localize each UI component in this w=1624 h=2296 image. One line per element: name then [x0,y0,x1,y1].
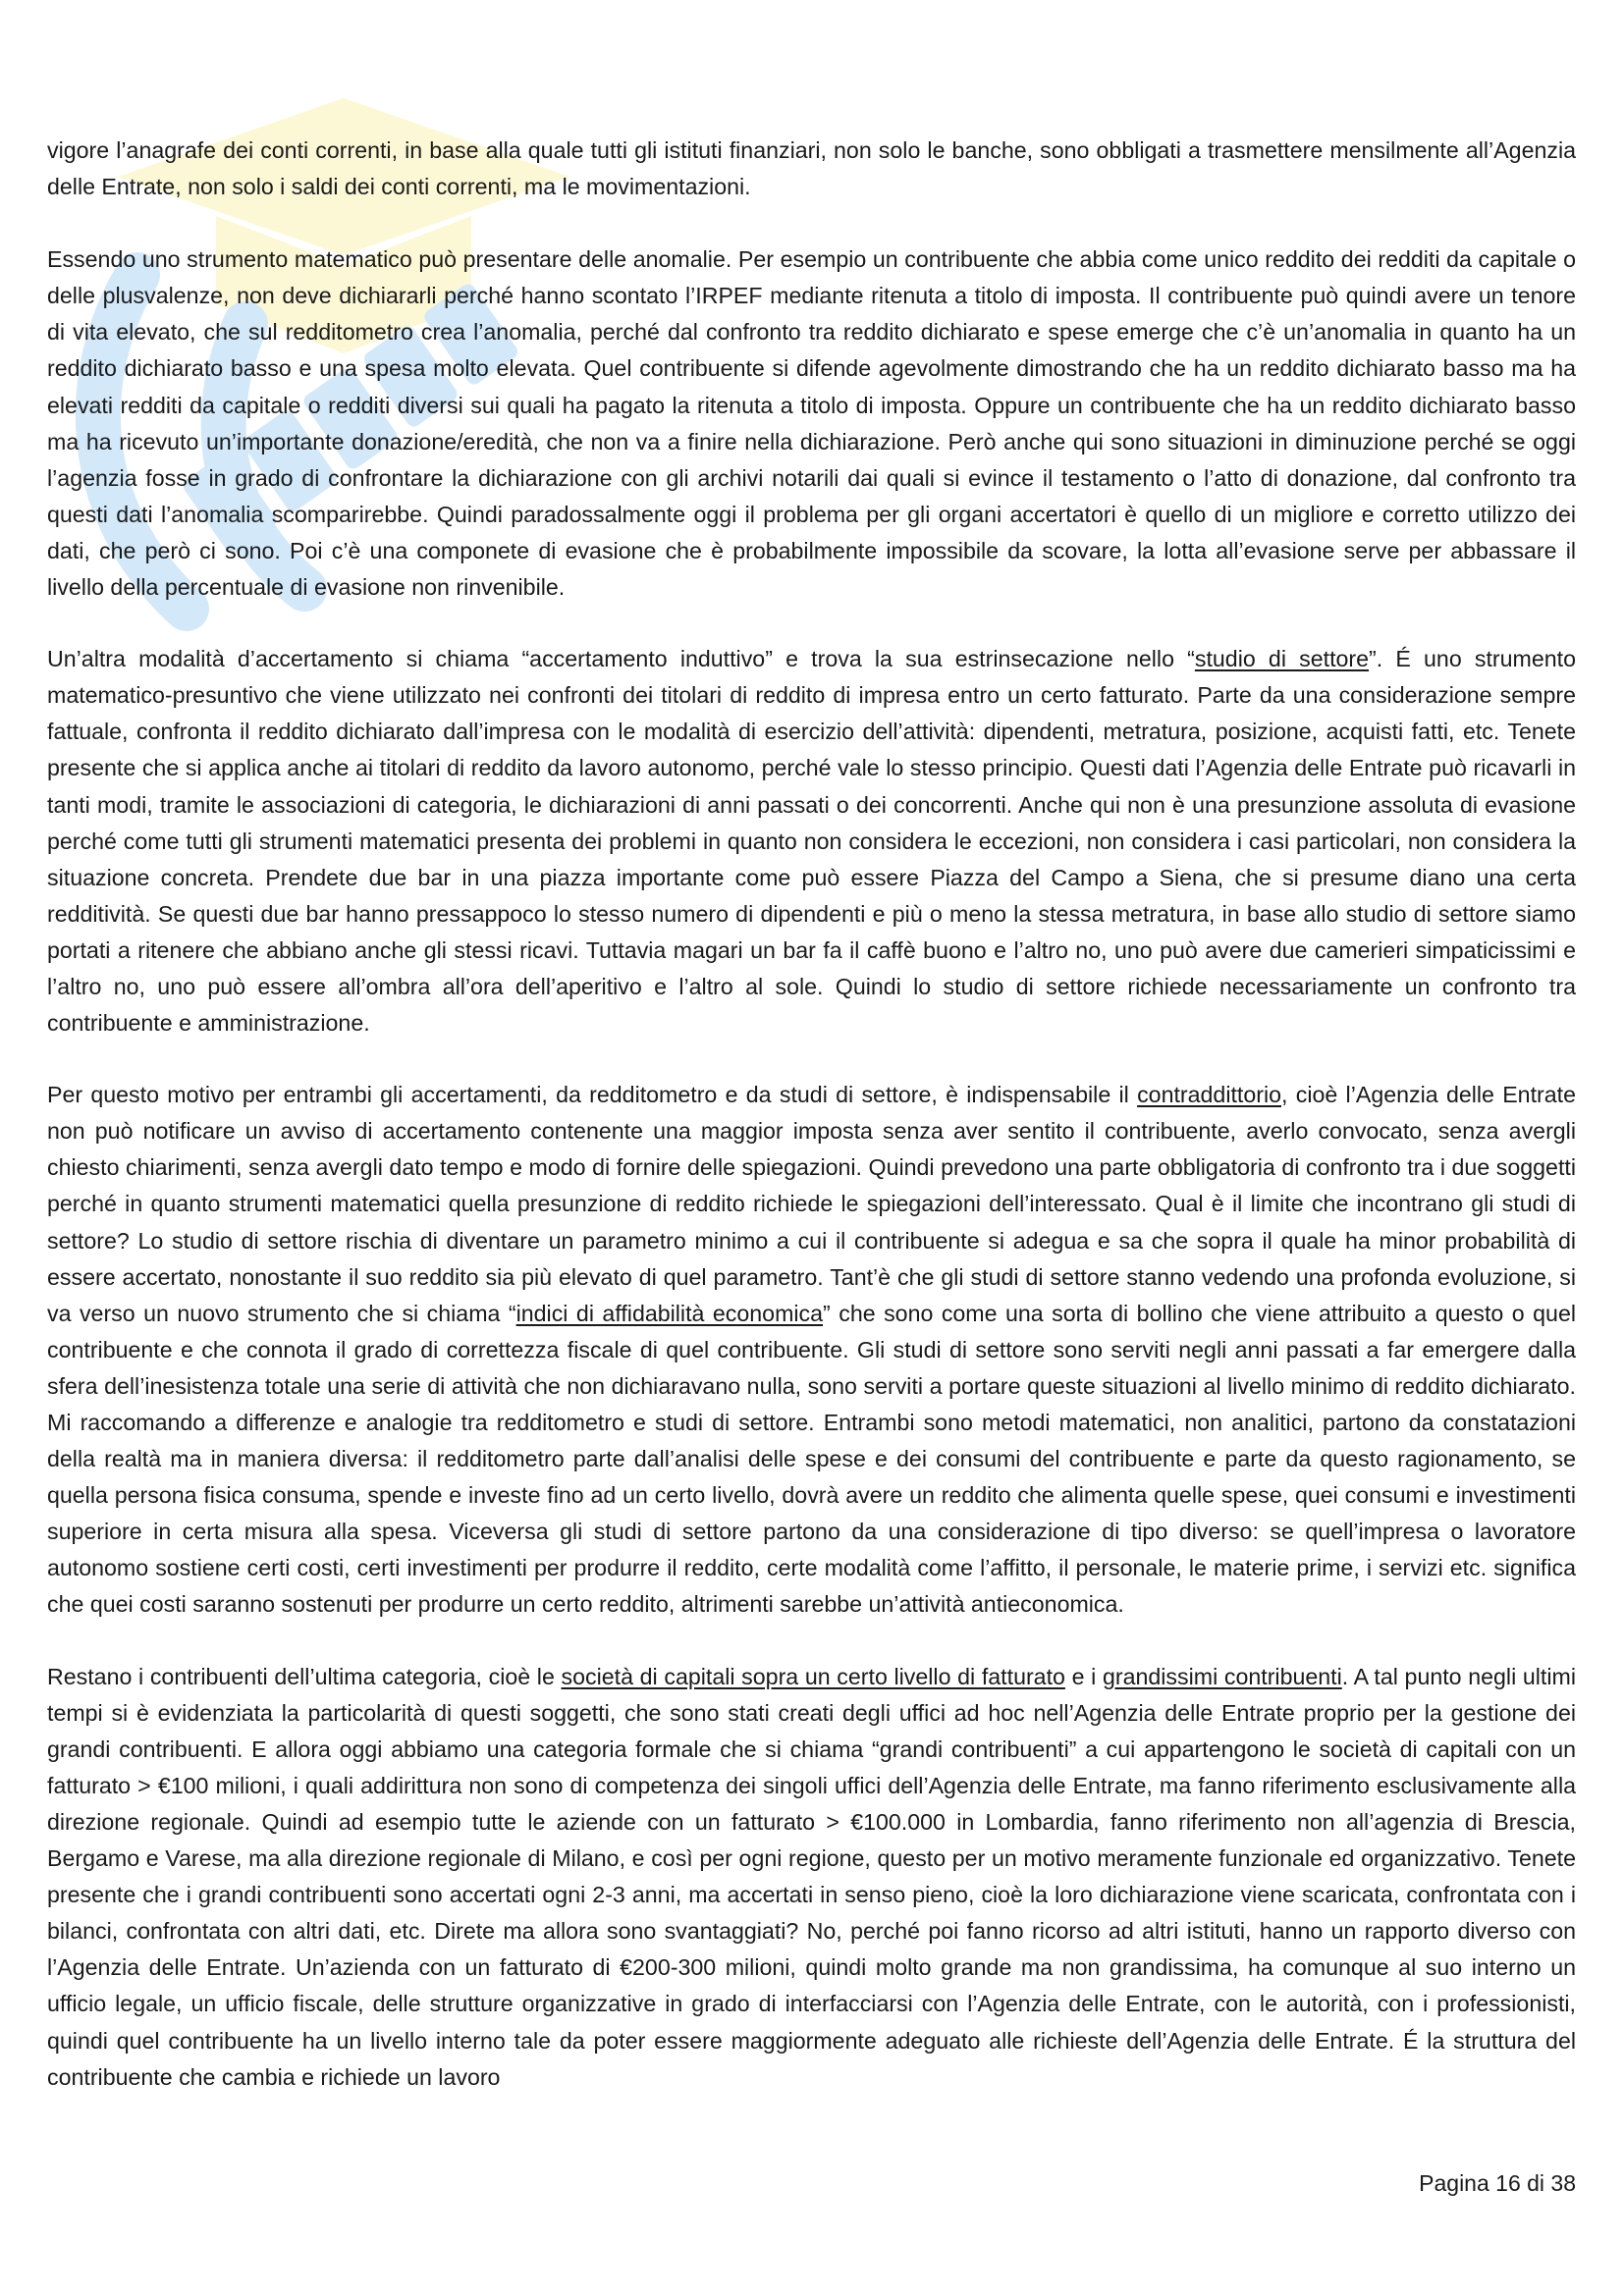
paragraph-5-text-a: Restano i contribuenti dell’ultima categoria, cioè le [47,1663,562,1689]
underlined-term-indici-affidabilita: indici di affidabilità economica [515,1300,824,1326]
paragraph-4-text-b: , cioè l’Agenzia delle Entrate non può notificare un avviso di accertamento contenente una maggior imposta senza aver sentito il contribuente, averlo convocato, senza avergli chiesto chiarimenti, senza avergli dato tempo e modo di fornire delle spiegazioni. Quindi prevedono una parte obbligatoria di confronto tra i due soggetti perché in quanto strumenti matematici quella presunzione di reddito richiede le spiegazioni dell’interessato. Qual è il limite che incontrano gli studi di settore? Lo studio di settore rischia di diventare un parametro minimo a cui il contribuente si adegua e sa che sopra il quale ha minor probabilità di essere accertato, nonostante il suo reddito sia più elevato di quel parametro. Tant’è che gli studi di settore stanno vedendo una profonda evoluzione, si va verso un nuovo strumento che si chiama “ [47,1082,1576,1326]
paragraph-5-text-c: . A tal punto negli ultimi tempi si è evidenziata la particolarità di questi soggetti, che sono stati creati degli uffici ad hoc nell’Agenzia delle Entrate proprio per la gestione dei grandi contribuenti. E allora oggi abbiamo una categoria formale che si chiama “grandi contribuenti” a cui appartengono le società di capitali con un fatturato > €100 milioni, i quali addirittura non sono di competenza dei singoli uffici dell’Agenzia delle Entrate, ma fanno riferimento esclusivamente alla direzione regionale. Quindi ad esempio tutte le aziende con un fatturato > €100.000 in Lombardia, fanno riferimento non all’agenzia di Brescia, Bergamo e Varese, ma alla direzione regionale di Milano, e così per ogni regione, questo per un motivo meramente funzionale ed organizzativo. Tenete presente che i grandi contribuenti sono accertati ogni 2-3 anni, ma accertati in senso pieno, cioè la loro dichiarazione viene scaricata, confrontata con i bilanci, confrontata con altri dati, etc. Direte ma allora sono svantaggiati? No, perché poi fanno ricorso ad altri istituti, hanno un rapporto diverso con l’Agenzia delle Entrate. Un’azienda con un fatturato di €200-300 milioni, quindi molto grande ma non grandissima, ha comunque al suo interno un ufficio legale, un ufficio fiscale, delle strutture organizzative in grado di interfacciarsi con l’Agenzia delle Entrate, con le autorità, con i professionisti, quindi quel contribuente ha un livello interno tale da poter essere maggiormente adeguato alle richieste dell’Agenzia delle Entrate. É la struttura del contribuente che cambia e richiede un lavoro [47,1663,1576,2090]
paragraph-3 [47,641,1576,1041]
paragraph-5-text-b: e i [1064,1663,1103,1689]
page-number: Pagina 16 di 38 [1419,2170,1576,2196]
underlined-term-contraddittorio: contraddittorio [1137,1082,1282,1108]
paragraph-4 [47,1077,1576,1623]
underlined-term-grandissimi-contribuenti: grandissimi contribuenti [1102,1663,1342,1689]
paragraph-4-text-a: Per questo motivo per entrambi gli accertamenti, da redditometro e da studi di settore, è indispensabile il [47,1082,1138,1108]
underlined-term-studio-di-settore: studio di settore [1194,646,1370,672]
paragraph-3-text-a: Un’altra modalità d’accertamento si chiama “accertamento induttivo” e trova la sua estrinsecazione nello “ [47,646,1195,672]
paragraph-2: Essendo uno strumento matematico può presentare delle anomalie. Per esempio un contribuente che abbia come unico reddito dei redditi da capitale o delle plusvalenze, non deve dichiararli perché hanno scontato l’IRPEF mediante ritenuta a titolo di imposta. Il contribuente può quindi avere un tenore di vita elevato, che sul redditometro crea l’anomalia, perché dal confronto tra reddito dichiarato e spese emerge che c’è un’anomalia in quanto ha un reddito dichiarato basso e una spesa molto elevata. Quel contribuente si difende agevolmente dimostrando che ha un reddito dichiarato basso ma ha elevati redditi da capitale o redditi diversi sui quali ha pagato la ritenuta a titolo di imposta. Oppure un contribuente che ha un reddito dichiarato basso ma ha ricevuto un’importante donazione/eredità, che non va a finire nella dichiarazione. Però anche qui sono situazioni in diminuzione perché se oggi l’agenzia fosse in grado di confrontare la dichiarazione con gli archivi notarili dai quali si evince il testamento o l’atto di donazione, dal confronto tra questi dati l’anomalia scomparirebbe. Quindi paradossalmente oggi il problema per gli organi accertatori è quello di un migliore e corretto utilizzo dei dati, che però ci sono. Poi c’è una componete di evasione che è probabilmente impossibile da scovare, la lotta all’evasione serve per abbassare il livello della percentuale di evasione non rinvenibile. [47,246,1576,601]
paragraph-5 [47,1659,1576,2096]
paragraph-3-text-b: ”. É uno strumento matematico-presuntivo che viene utilizzato nei confronti dei titolari di reddito di impresa entro un certo fatturato. Parte da una considerazione sempre fattuale, confronta il reddito dichiarato dall’impresa con le modalità di esercizio dell’attività: dipendenti, metratura, posizione, acquisti fatti, etc. Tenete presente che si applica anche ai titolari di reddito da lavoro autonomo, perché vale lo stesso principio. Questi dati l’Agenzia delle Entrate può ricavarli in tanti modi, tramite le associazioni di categoria, le dichiarazioni di anni passati o dei concorrenti. Anche qui non è una presunzione assoluta di evasione perché come tutti gli strumenti matematici presenta dei problemi in quanto non considera le eccezioni, non considera i casi particolari, non considera la situazione concreta. Prendete due bar in una piazza importante come può essere Piazza del Campo a Siena, che si presume diano una certa redditività. Se questi due bar hanno pressappoco lo stesso numero di dipendenti e più o meno la stessa metratura, in base allo studio di settore siamo portati a ritenere che abbiano anche gli stessi ricavi. Tuttavia magari un bar fa il caffè buono e l’altro no, uno può avere due camerieri simpaticissimi e l’altro no, uno può essere all’ombra all’ora dell’aperitivo e l’altro al sole. Quindi lo studio di settore richiede necessariamente un confronto tra contribuente e amministrazione. [47,646,1576,1037]
document-body [47,133,1576,2131]
paragraph-1: vigore l’anagrafe dei conti correnti, in base alla quale tutti gli istituti finanziari, non solo le banche, sono obbligati a trasmettere mensilmente all’Agenzia delle Entrate, non solo i saldi dei conti correnti, ma le movimentazioni. [47,137,1576,200]
paragraph-4-text-c: ” che sono come una sorta di bollino che viene attribuito a questo o quel contribuente e che connota il grado di correttezza fiscale di quel contribuente. Gli studi di settore sono serviti negli anni passati a far emergere dalla sfera dell’inesistenza totale una serie di attività che non dichiaravano nulla, sono serviti a portare queste situazioni al livello minimo di reddito dichiarato. Mi raccomando a differenze e analogie tra redditometro e studi di settore. Entrambi sono metodi matematici, non analitici, partono da constatazioni della realtà ma in maniera diversa: il redditometro parte dall’analisi delle spese e dei consumi del contribuente e parte da questo ragionamento, se quella persona fisica consuma, spende e investe fino ad un certo livello, dovrà avere un reddito che alimenta quelle spese, quei consumi e investimenti superiore in certa misura alla spesa. Viceversa gli studi di settore partono da una considerazione di tipo diverso: se quell’impresa o lavoratore autonomo sostiene certi costi, certi investimenti per produrre il reddito, certe modalità come l’affitto, il personale, le materie prime, i servizi etc. significa che quei costi saranno sostenuti per produrre un certo reddito, altrimenti sarebbe un’attività antieconomica. [47,1300,1576,1618]
underlined-term-societa-di-capitali: società di capitali sopra un certo livello di fatturato [561,1663,1065,1689]
